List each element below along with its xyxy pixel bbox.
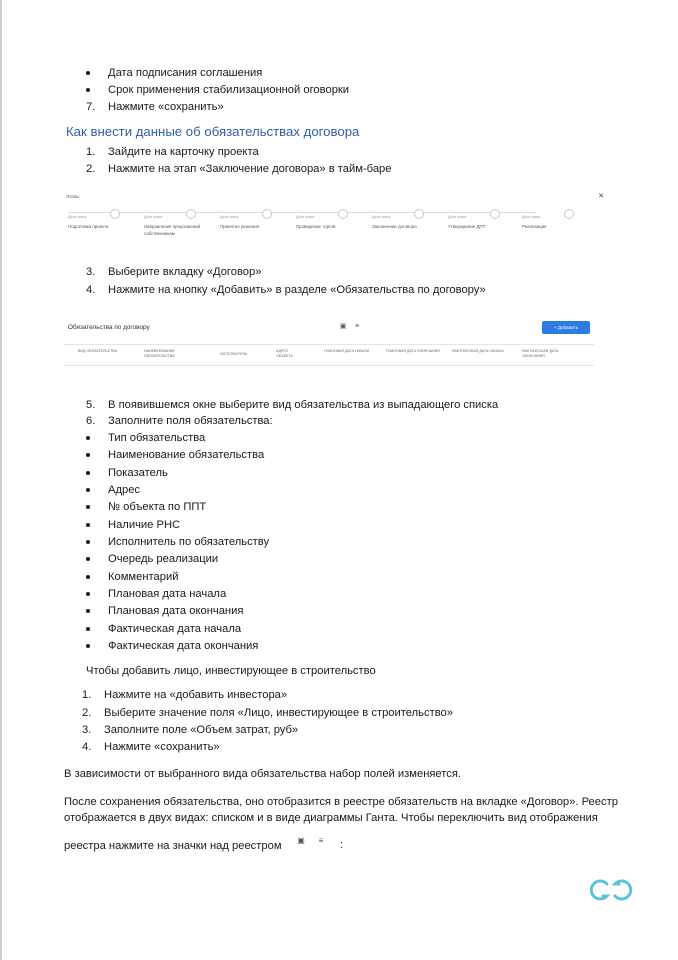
list-item	[86, 100, 224, 114]
stage-label: Утверждение ДПТ	[448, 224, 486, 229]
stage-dot	[414, 209, 424, 219]
stage-caption: Дата этапа	[144, 215, 163, 219]
stage-dot	[186, 209, 196, 219]
paragraph-text: реестра нажмите на значки над реестром	[64, 840, 282, 852]
list-item: Адрес	[108, 484, 141, 496]
step-text: Нажмите на «добавить инвестора»	[104, 689, 288, 701]
stage-caption: Дата этапа	[448, 215, 467, 219]
list-item	[86, 283, 486, 297]
stage-dot	[262, 209, 272, 219]
list-item	[82, 688, 288, 702]
step-number: 6.	[86, 415, 96, 427]
list-item: Дата подписания соглашения	[108, 67, 263, 79]
list-item: Исполнитель по обязательству	[108, 536, 270, 548]
stage-dot	[564, 209, 574, 219]
list-item: Срок применения стабилизационной оговорки	[108, 84, 350, 96]
view-switcher	[339, 323, 361, 331]
list-item: Тип обязательства	[108, 432, 206, 444]
paragraph: В зависимости от выбранного вида обязательства набор полей изменяется.	[64, 768, 462, 780]
list-item: Наименование обязательства	[108, 449, 265, 461]
step-number: 1.	[82, 689, 92, 701]
stage-dot	[338, 209, 348, 219]
logo-icon	[590, 876, 632, 904]
step-number: 4.	[86, 284, 96, 296]
list-item: Показатель	[108, 467, 168, 479]
step-text: Заполните поле «Объем затрат, руб»	[104, 724, 299, 736]
column-header: ПЛАНОВАЯ ДАТА ОКОНЧАНИЯ	[386, 349, 440, 353]
stage-dot	[490, 209, 500, 219]
page-edge	[0, 0, 2, 960]
column-header: АДРЕС ОБЪЕКТА	[276, 349, 293, 358]
stage-caption: Дата этапа	[296, 215, 315, 219]
stage-caption: Дата этапа	[372, 215, 391, 219]
paragraph	[64, 837, 282, 855]
step-number: 7.	[86, 101, 96, 113]
stage-dot	[110, 209, 120, 219]
step-text: Нажмите на кнопку «Добавить» в разделе «Обязательства по договору»	[108, 284, 486, 296]
paragraph: После сохранения обязательства, оно отобразится в реестре обязательств на вкладке «Договор». Реестр	[64, 796, 618, 808]
list-item: Фактическая дата начала	[108, 623, 242, 635]
step-text: Выберите вкладку «Договор»	[108, 266, 262, 278]
step-text: Нажмите на этап «Заключение договора» в тайм-баре	[108, 163, 392, 175]
column-header: ИСПОЛНИТЕЛЬ	[220, 352, 248, 356]
list-item: Очередь реализации	[108, 553, 219, 565]
stage-caption: Дата этапа	[220, 215, 239, 219]
gantt-view-icon: ≡	[318, 836, 324, 845]
list-item	[86, 145, 259, 159]
step-number: 3.	[82, 724, 92, 736]
section-heading: Как внести данные об обязательствах договора	[66, 124, 360, 139]
timebar-rail	[68, 212, 536, 213]
list-item	[82, 723, 299, 737]
list-item	[82, 706, 453, 720]
step-text: Нажмите «сохранить»	[104, 741, 220, 753]
paragraph: отображается в двух видах: списком и в виде диаграммы Ганта. Чтобы переключить вид отображения	[64, 812, 598, 824]
list-view-icon: ▣	[297, 836, 305, 845]
list-item: Комментарий	[108, 571, 179, 583]
step-number: 2.	[82, 707, 92, 719]
stage-label: Подготовка проекта	[68, 224, 109, 229]
list-item	[86, 398, 499, 412]
list-item: Плановая дата начала	[108, 588, 227, 600]
stage-caption: Дата этапа	[68, 215, 87, 219]
step-text: В появившемся окне выберите вид обязательства из выпадающего списка	[108, 399, 499, 411]
list-view-icon[interactable]: ▣	[339, 323, 347, 330]
list-item: Фактическая дата окончания	[108, 640, 259, 652]
list-item	[86, 265, 262, 279]
gantt-view-icon[interactable]: ≡	[354, 323, 360, 330]
step-text: Заполните поля обязательства:	[108, 415, 273, 427]
add-button[interactable]: + Добавить	[542, 321, 590, 334]
list-item: Наличие РНС	[108, 519, 181, 531]
stage-label: Заключение договора	[372, 224, 417, 229]
paragraph-end: :	[340, 839, 344, 851]
step-text: Зайдите на карточку проекта	[108, 146, 259, 158]
column-header: ВИД ОБЯЗАТЕЛЬСТВА	[78, 349, 117, 353]
panel-title: Обязательства по договору	[68, 324, 150, 331]
stage-label: Реализация	[522, 224, 547, 229]
investor-intro: Чтобы добавить лицо, инвестирующее в строительство	[86, 665, 376, 677]
stage-label: Принятие решения	[220, 224, 260, 229]
close-icon[interactable]: ✕	[598, 193, 604, 200]
obligations-screenshot	[64, 318, 594, 370]
column-header: ФАКТИЧЕСКАЯ ДАТА ОКОНЧАНИЯ	[522, 349, 559, 358]
column-header: ПЛАНОВАЯ ДАТА НАЧАЛА	[324, 349, 370, 353]
step-text: Выберите значение поля «Лицо, инвестирующее в строительство»	[104, 707, 453, 719]
timebar-screenshot	[64, 190, 604, 252]
column-header: НАИМЕНОВАНИЕ ОБЯЗАТЕЛЬСТВА	[144, 349, 175, 358]
list-item	[82, 740, 220, 754]
stage-label: Проведение торгов	[296, 224, 336, 229]
step-number: 4.	[82, 741, 92, 753]
table-header	[64, 344, 594, 366]
step-number: 5.	[86, 399, 96, 411]
timebar-title: Этапы	[66, 194, 80, 199]
step-text: Нажмите «сохранить»	[108, 101, 224, 113]
step-number: 2.	[86, 163, 96, 175]
column-header: ФАКТИЧЕСКАЯ ДАТА НАЧАЛА	[452, 349, 504, 353]
list-item	[86, 414, 273, 428]
stage-label: Направление предложений собственникам	[144, 224, 201, 236]
step-number: 3.	[86, 266, 96, 278]
stage-caption: Дата этапа	[522, 215, 541, 219]
list-item: Плановая дата окончания	[108, 605, 244, 617]
list-item: № объекта по ППТ	[108, 501, 207, 513]
view-icons-inline	[296, 836, 326, 846]
list-item	[86, 162, 392, 176]
step-number: 1.	[86, 146, 96, 158]
